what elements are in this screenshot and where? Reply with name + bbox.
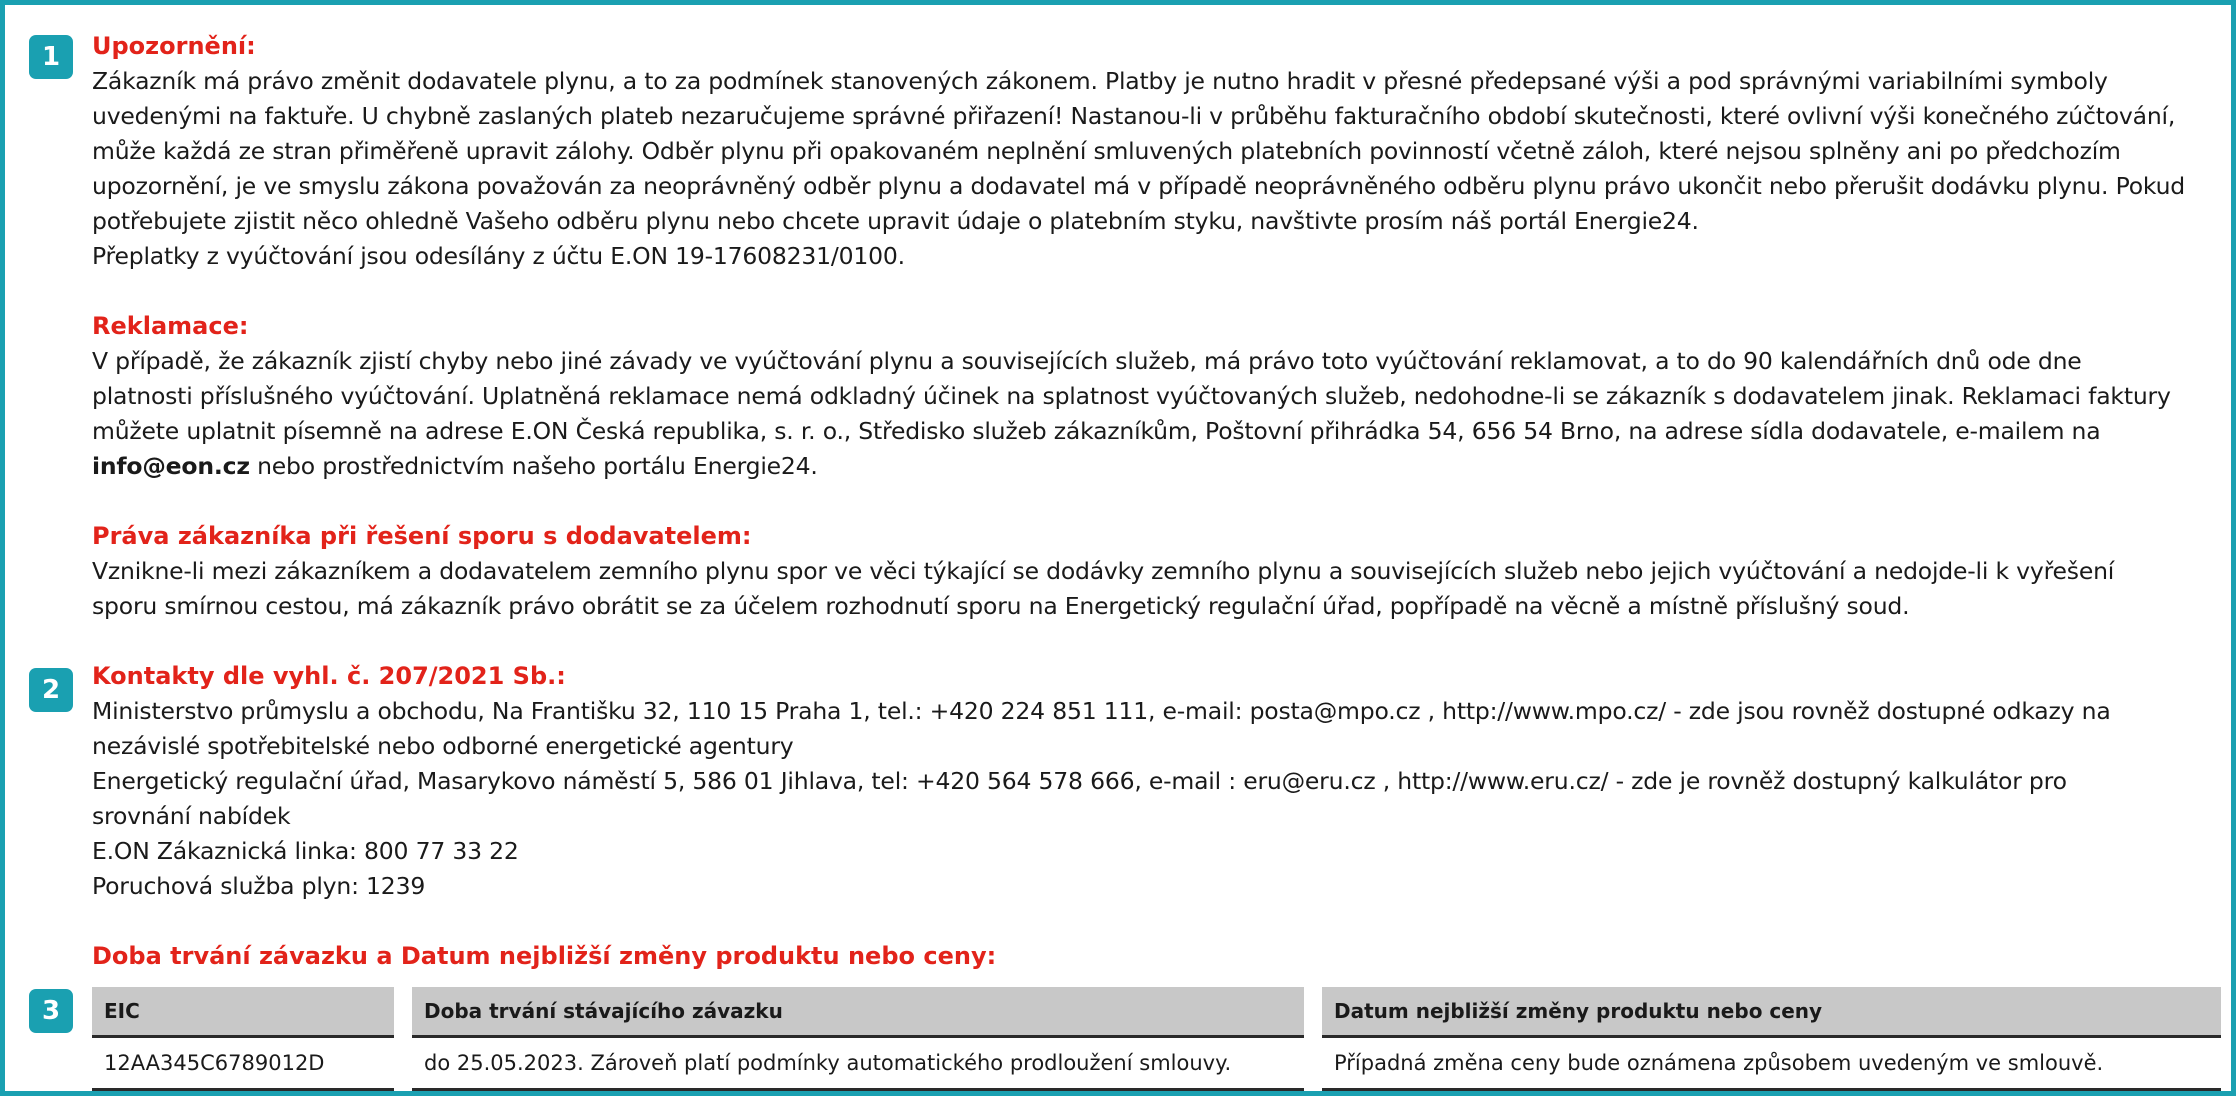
table-row	[92, 1038, 2221, 1091]
column-header-duration: Doba trvání stávajícího závazku	[412, 987, 1304, 1038]
contacts-title: Kontakty dle vyhl. č. 207/2021 Sb.:	[92, 662, 566, 690]
document-body	[92, 29, 2217, 974]
rights-line: Vznikne-li mezi zákazníkem a dodavatelem zemního plynu spor ve věci týkající se dodávky zemního plynu a souvisejících služeb nebo jejich vyúčtování a nedojde-li k vyřešení	[92, 557, 2115, 585]
rights-title: Práva zákazníka při řešení sporu s dodavatelem:	[92, 522, 752, 550]
notice-line: Přeplatky z vyúčtování jsou odesílány z účtu E.ON 19-17608231/0100.	[92, 242, 905, 270]
column-header-change-date: Datum nejbližší změny produktu nebo ceny	[1322, 987, 2221, 1038]
table-header-row	[92, 987, 2221, 1038]
rights-line: sporu smírnou cestou, má zákazník právo obrátit se za účelem rozhodnutí sporu na Energetický regulační úřad, popřípadě na věcně a místně příslušný soud.	[92, 592, 1910, 620]
complaint-line	[92, 449, 2217, 484]
section-number-badge: 1	[29, 35, 73, 79]
notice-line: potřebujete zjistit něco ohledně Vašeho odběru plynu nebo chcete upravit údaje o platebním styku, navštivte prosím náš portál Energie24.	[92, 207, 1699, 235]
column-header-eic: EIC	[92, 987, 394, 1038]
contacts-line: Ministerstvo průmyslu a obchodu, Na Františku 32, 110 15 Praha 1, tel.: +420 224 851 111, e-mail: posta@mpo.cz , http://www.mpo.cz/ - zde jsou rovněž dostupné odkazy na	[92, 697, 2111, 725]
complaint-line: můžete uplatnit písemně na adrese E.ON Česká republika, s. r. o., Středisko služeb zákazníkům, Poštovní přihrádka 54, 656 54 Brno, na adrese sídla dodavatele, e-mailem na	[92, 417, 2101, 445]
contacts-line: E.ON Zákaznická linka: 800 77 33 22	[92, 837, 519, 865]
notice-line: uvedenými na faktuře. U chybně zaslaných plateb nezaručujeme správné přiřazení! Nastanou-li v průběhu fakturačního období skutečnosti, které ovlivní výši konečného zúčtování,	[92, 102, 2176, 130]
notice-title: Upozornění:	[92, 32, 256, 60]
cell-eic: 12AA345C6789012D	[92, 1038, 394, 1091]
notice-line: Zákazník má právo změnit dodavatele plynu, a to za podmínek stanovených zákonem. Platby je nutno hradit v přesné předepsané výši a pod správnými variabilními symboly	[92, 67, 2108, 95]
complaint-title: Reklamace:	[92, 312, 249, 340]
cell-change-date: Případná změna ceny bude oznámena způsobem uvedeným ve smlouvě.	[1322, 1038, 2221, 1091]
contract-title: Doba trvání závazku a Datum nejbližší změny produktu nebo ceny:	[92, 942, 997, 970]
section-number-badge: 3	[29, 989, 73, 1033]
complaint-email-link[interactable]: info@eon.cz	[92, 452, 250, 480]
cell-duration: do 25.05.2023. Zároveň platí podmínky automatického prodloužení smlouvy.	[412, 1038, 1304, 1091]
contacts-line: srovnání nabídek	[92, 802, 291, 830]
notice-line: může každá ze stran přiměřeně upravit zálohy. Odběr plynu při opakovaném neplnění smluvených platebních povinností včetně záloh, které nejsou splněny ani po předchozím	[92, 137, 2121, 165]
complaint-line-rest: nebo prostřednictvím našeho portálu Energie24.	[249, 452, 818, 480]
complaint-line: V případě, že zákazník zjistí chyby nebo jiné závady ve vyúčtování plynu a souvisejících služeb, má právo toto vyúčtování reklamovat, a to do 90 kalendářních dnů ode dne	[92, 347, 2082, 375]
complaint-line: platnosti příslušného vyúčtování. Uplatněná reklamace nemá odkladný účinek na splatnost vyúčtovaných služeb, nedohodne-li se zákazník s dodavatelem jinak. Reklamaci faktury	[92, 382, 2171, 410]
contacts-line: Poruchová služba plyn: 1239	[92, 872, 426, 900]
contacts-line: Energetický regulační úřad, Masarykovo náměstí 5, 586 01 Jihlava, tel: +420 564 578 666, e-mail : eru@eru.cz , http://www.eru.cz/ - zde je rovněž dostupný kalkulátor pro	[92, 767, 2067, 795]
section-number-badge: 2	[29, 668, 73, 712]
notice-line: upozornění, je ve smyslu zákona považován za neoprávněný odběr plynu a dodavatel má v případě neoprávněného odběru plynu právo ukončit nebo přerušit dodávku plynu. Pokud	[92, 172, 2185, 200]
contacts-line: nezávislé spotřebitelské nebo odborné energetické agentury	[92, 732, 794, 760]
contract-table	[92, 987, 2221, 1091]
